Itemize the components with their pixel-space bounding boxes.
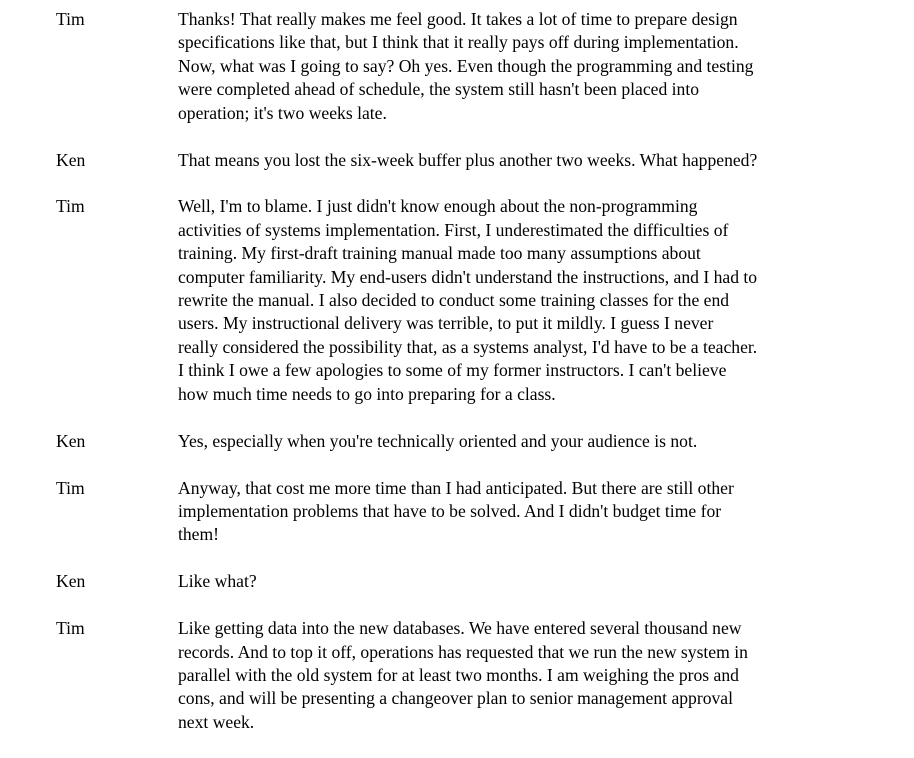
text-line: operation; it's two weeks late. [178, 102, 387, 123]
speaker-name: Tim [56, 477, 85, 498]
speaker-name: Ken [56, 430, 86, 451]
text-line: That means you lost the six-week buffer plus another two weeks. What happened? [178, 149, 758, 170]
text-line: implementation problems that have to be solved. And I didn't budget time for [178, 500, 722, 521]
text-line: Like what? [178, 571, 257, 592]
dialogue-turn [0, 195, 914, 406]
dialogue-turn [0, 430, 914, 453]
text-line: next week. [178, 711, 255, 732]
text-line: Like getting data into the new databases. We have entered several thousand new [178, 618, 742, 639]
dialogue-turn [0, 617, 914, 734]
text-line: Anyway, that cost me more time than I had anticipated. But there are still other [178, 477, 734, 498]
turn-text [178, 617, 858, 734]
turn-text [178, 8, 858, 125]
dialogue-turn [0, 570, 914, 593]
speaker-name: Tim [56, 618, 85, 639]
text-line: rewrite the manual. I also decided to conduct some training classes for the end [178, 290, 730, 311]
text-line: I think I owe a few apologies to some of my former instructors. I can't believe [178, 360, 727, 381]
text-line: training. My first-draft training manual made too many assumptions about [178, 243, 701, 264]
turn-text [178, 195, 858, 406]
turn-text [178, 149, 858, 172]
text-line: Well, I'm to blame. I just didn't know enough about the non-programming [178, 196, 698, 217]
text-line: activities of systems implementation. First, I underestimated the difficulties of [178, 219, 729, 240]
dialogue-turn [0, 477, 914, 547]
text-line: Yes, especially when you're technically oriented and your audience is not. [178, 430, 698, 451]
speaker-name: Tim [56, 9, 85, 29]
text-line: users. My instructional delivery was terrible, to put it mildly. I guess I never [178, 313, 714, 334]
text-line: specifications like that, but I think that it really pays off during implementation. [178, 32, 739, 53]
turn-text [178, 477, 858, 547]
text-line: them! [178, 524, 220, 545]
text-line: were completed ahead of schedule, the system still hasn't been placed into [178, 79, 700, 100]
speaker-name: Ken [56, 571, 86, 592]
speaker-name: Tim [56, 196, 85, 217]
dialogue-turn [0, 8, 914, 125]
text-line: records. And to top it off, operations has requested that we run the new system in [178, 641, 748, 662]
turn-text [178, 430, 858, 453]
speaker-name: Ken [56, 149, 86, 170]
turn-text [178, 570, 858, 593]
text-line: how much time needs to go into preparing for a class. [178, 383, 556, 404]
text-line: really considered the possibility that, as a systems analyst, I'd have to be a teacher. [178, 336, 758, 357]
text-line: computer familiarity. My end-users didn't understand the instructions, and I had to [178, 266, 758, 287]
text-line: Now, what was I going to say? Oh yes. Even though the programming and testing [178, 55, 754, 76]
text-line: cons, and will be presenting a changeover plan to senior management approval [178, 688, 733, 709]
text-line: Thanks! That really makes me feel good. It takes a lot of time to prepare design [178, 9, 738, 29]
dialogue-turn [0, 149, 914, 172]
dialogue-transcript [0, 8, 914, 758]
text-line: parallel with the old system for at least two months. I am weighing the pros and [178, 664, 739, 685]
